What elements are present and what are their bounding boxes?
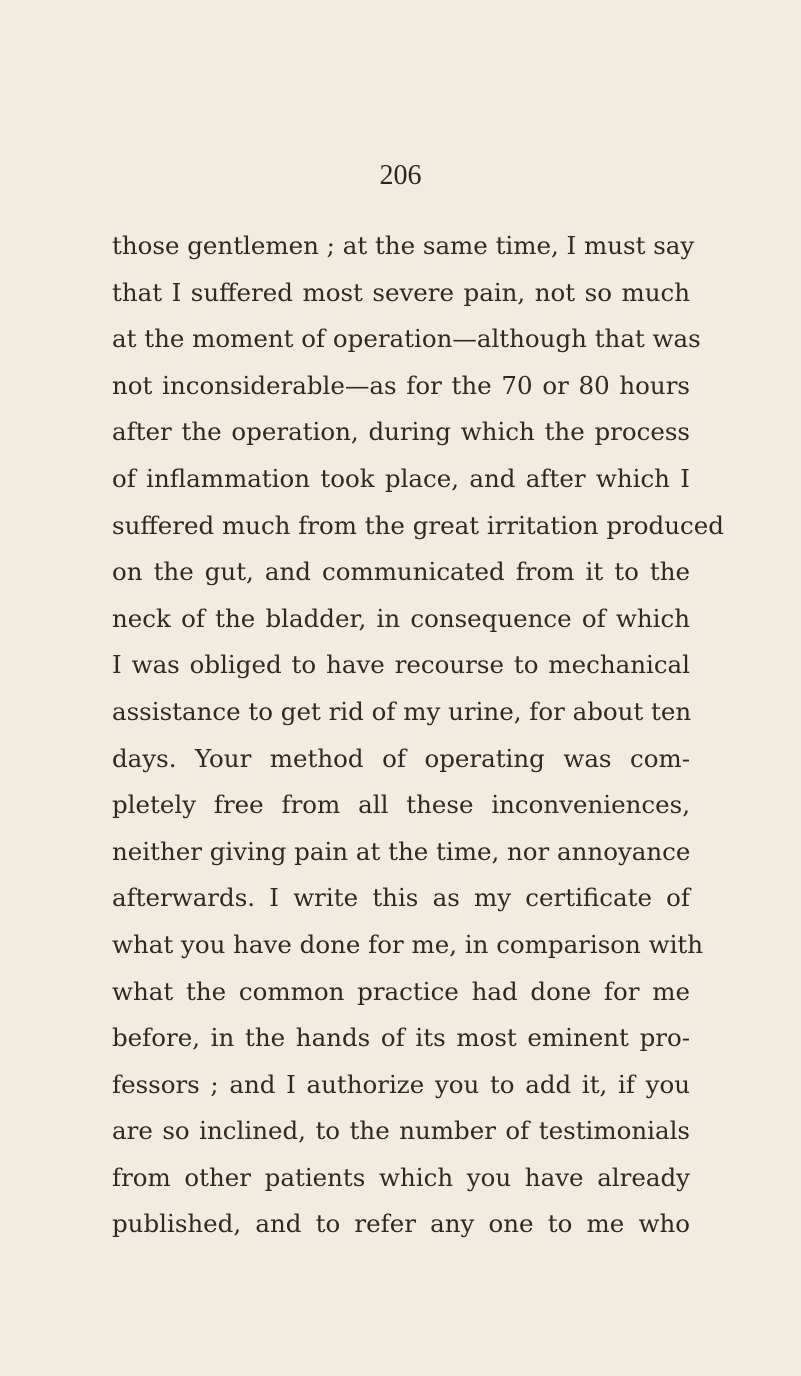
text-line: on the gut, and communicated from it to the bbox=[112, 557, 690, 587]
text-line: that I suffered most severe pain, not so much bbox=[112, 277, 690, 307]
text-line: days. Your method of operating was com- bbox=[112, 743, 690, 773]
text-line: what the common practice had done for me bbox=[112, 976, 690, 1006]
text-line: pletely free from all these inconveniences, bbox=[112, 790, 690, 820]
text-line: I was obliged to have recourse to mechanical bbox=[112, 650, 690, 680]
text-line: assistance to get rid of my urine, for about ten bbox=[112, 696, 692, 726]
text-line: those gentlemen ; at the same time, I must say bbox=[112, 231, 695, 260]
text-line: what you have done for me, in comparison with bbox=[112, 929, 704, 959]
text-line: after the operation, during which the process bbox=[112, 417, 690, 447]
body-text bbox=[112, 223, 724, 1248]
text-line: at the moment of operation—although that was bbox=[112, 324, 701, 354]
text-line: neck of the bladder, in consequence of which bbox=[112, 603, 690, 633]
text-line: published, and to refer any one to me who bbox=[112, 1209, 690, 1239]
text-line: fessors ; and I authorize you to add it, if you bbox=[112, 1069, 690, 1099]
text-line: from other patients which you have already bbox=[112, 1162, 690, 1192]
text-line: suffered much from the great irritation produced bbox=[112, 510, 724, 540]
text-line: afterwards. I write this as my certificate of bbox=[112, 883, 690, 913]
page-number: 206 bbox=[379, 160, 422, 191]
text-line: not inconsiderable—as for the 70 or 80 hours bbox=[112, 370, 690, 400]
text-line: neither giving pain at the time, nor annoyance bbox=[112, 836, 691, 866]
text-line: are so inclined, to the number of testimonials bbox=[112, 1116, 690, 1146]
text-line: before, in the hands of its most eminent pro- bbox=[112, 1023, 690, 1053]
text-line: of inflammation took place, and after which I bbox=[112, 463, 690, 493]
